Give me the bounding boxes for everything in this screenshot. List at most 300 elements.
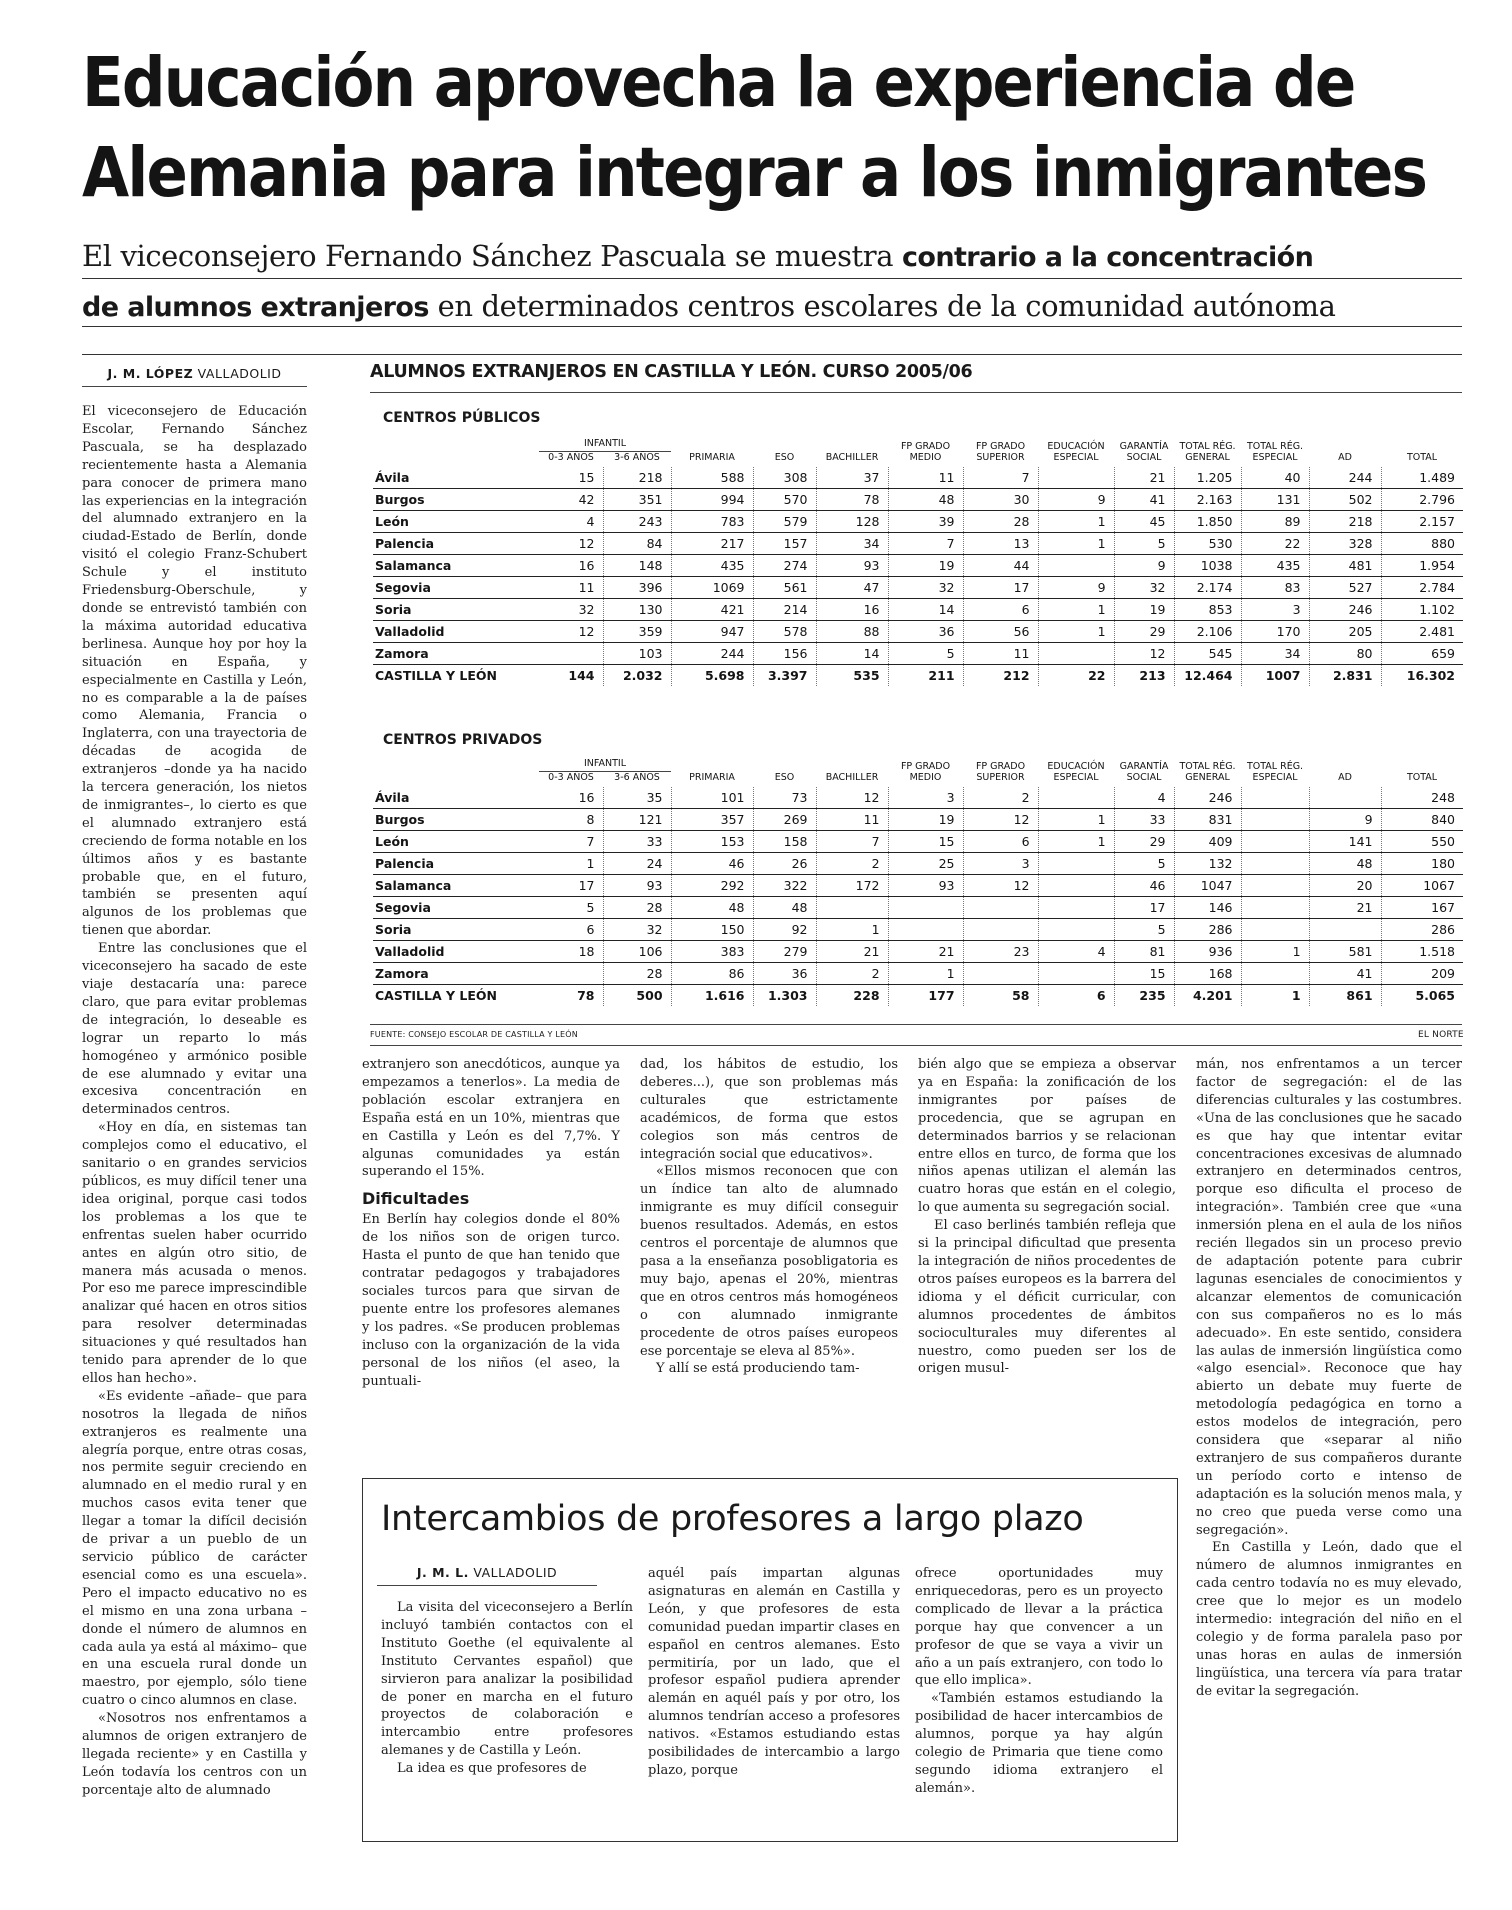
- table-cell: 32: [888, 577, 963, 599]
- table-cell: 12: [1114, 643, 1174, 665]
- table-cell: 17: [1114, 897, 1174, 919]
- table-cell: 33: [603, 831, 671, 853]
- region-name: CASTILLA Y LEÓN: [375, 988, 497, 1003]
- table-cell: 32: [539, 599, 603, 621]
- table-cell: 12: [816, 787, 888, 809]
- table-cell: 12: [539, 533, 603, 555]
- table-cell: 1: [1241, 985, 1309, 1007]
- region-name: Burgos: [373, 809, 539, 831]
- table-cell: 3: [963, 853, 1038, 875]
- table-cell: 1038: [1174, 555, 1241, 577]
- table-cell: 1: [1038, 621, 1114, 643]
- table-cell: 29: [1114, 831, 1174, 853]
- table-cell: 46: [1114, 875, 1174, 897]
- table-row: [373, 897, 1463, 919]
- table-cell: 81: [1114, 941, 1174, 963]
- table-cell: [539, 643, 603, 665]
- table-row: [373, 831, 1463, 853]
- table-cell: 244: [1309, 467, 1381, 489]
- table-cell: 12: [963, 875, 1038, 897]
- table-cell: 502: [1309, 489, 1381, 511]
- table-cell: 41: [1309, 963, 1381, 985]
- table-cell: 359: [603, 621, 671, 643]
- table-cell: 16.302: [1381, 665, 1463, 687]
- table-cell: 22: [1241, 533, 1309, 555]
- table-cell: 2.784: [1381, 577, 1463, 599]
- table-cell: [963, 897, 1038, 919]
- table-cell: 351: [603, 489, 671, 511]
- sidebar-box: [362, 1478, 1178, 1842]
- table-cell: 12: [539, 621, 603, 643]
- subtitle: [82, 232, 1462, 332]
- table-cell: 21: [888, 941, 963, 963]
- table-cell: 157: [753, 533, 816, 555]
- headline-line-2: Alemania para integrar a los inmigrantes: [82, 132, 1427, 214]
- table-cell: 29: [1114, 621, 1174, 643]
- public-centers-label: CENTROS PÚBLICOS: [383, 410, 541, 426]
- table-cell: 32: [1114, 577, 1174, 599]
- table-cell: 93: [888, 875, 963, 897]
- table-cell: 286: [1381, 919, 1463, 941]
- table-cell: 269: [753, 809, 816, 831]
- header-educacion-especial: EDUCACIÓN ESPECIAL: [1047, 441, 1105, 463]
- table-row: [373, 787, 1463, 809]
- header-total-especial: TOTAL RÉG. ESPECIAL: [1246, 441, 1304, 463]
- table-bottom-rule: [370, 1024, 1462, 1025]
- table-cell: 141: [1309, 831, 1381, 853]
- table-cell: 33: [1114, 809, 1174, 831]
- header-educacion-especial: EDUCACIÓN ESPECIAL: [1047, 761, 1105, 783]
- table-cell: 3: [1241, 599, 1309, 621]
- table-cell: 1: [816, 919, 888, 941]
- region-name: Salamanca: [373, 555, 539, 577]
- header-fp-superior: FP GRADO SUPERIOR: [975, 441, 1026, 463]
- table-cell: 8: [539, 809, 603, 831]
- col4-paragraph-2: El caso berlinés también refleja que si la principal dificultad que presenta la integración de niños procedentes de otros países europeos es la barrera del idioma y el déficit curricular, con alumnos procedentes de ámbitos socioculturales muy diferentes al nuestro, como pueden ser los de origen musul-: [918, 1218, 1176, 1377]
- table-cell: 101: [671, 787, 753, 809]
- table-cell: 6: [963, 831, 1038, 853]
- table-cell: 1: [1038, 809, 1114, 831]
- column-4: [918, 1056, 1176, 1378]
- table-cell: 831: [1174, 809, 1241, 831]
- table-cell: 32: [603, 919, 671, 941]
- table-cell: 5: [1114, 533, 1174, 555]
- table-cell: [1038, 875, 1114, 897]
- byline: [82, 366, 307, 381]
- table-cell: 92: [753, 919, 816, 941]
- table-cell: 279: [753, 941, 816, 963]
- table-row: [373, 555, 1463, 577]
- table-cell: 217: [671, 533, 753, 555]
- table-title-rule: [370, 392, 1462, 393]
- table-cell: 21: [1309, 897, 1381, 919]
- table-cell: 435: [671, 555, 753, 577]
- table-cell: 9: [1038, 577, 1114, 599]
- table-cell: 12.464: [1174, 665, 1241, 687]
- table-cell: [1038, 787, 1114, 809]
- table-cell: 4: [1114, 787, 1174, 809]
- subtitle-line2-bold: de alumnos extranjeros: [82, 292, 429, 323]
- table-cell: [1241, 787, 1309, 809]
- table-cell: 880: [1381, 533, 1463, 555]
- table-cell: 153: [671, 831, 753, 853]
- table-cell: 861: [1309, 985, 1381, 1007]
- table-cell: 1.616: [671, 985, 753, 1007]
- col3-paragraph-3: Y allí se está produciendo tam-: [656, 1361, 860, 1377]
- table-row: [373, 599, 1463, 621]
- table-cell: 7: [888, 533, 963, 555]
- table-cell: [1241, 963, 1309, 985]
- table-cell: 7: [539, 831, 603, 853]
- table-cell: 1.518: [1381, 941, 1463, 963]
- table-cell: 9: [1114, 555, 1174, 577]
- sidebar-column-1: [381, 1599, 633, 1778]
- table-cell: 421: [671, 599, 753, 621]
- table-cell: 22: [1038, 665, 1114, 687]
- table-cell: 248: [1381, 787, 1463, 809]
- region-name: Soria: [373, 599, 539, 621]
- table-cell: 88: [816, 621, 888, 643]
- table-cell: [539, 963, 603, 985]
- table-cell: 292: [671, 875, 753, 897]
- sidebar-column-2: [648, 1565, 900, 1780]
- table-source: FUENTE: CONSEJO ESCOLAR DE CASTILLA Y LEÓN: [370, 1030, 578, 1039]
- table-cell: 34: [1241, 643, 1309, 665]
- byline-rule: [82, 386, 307, 387]
- table-cell: 48: [1309, 853, 1381, 875]
- table-cell: [1241, 831, 1309, 853]
- table-cell: 2.796: [1381, 489, 1463, 511]
- header-total-general: TOTAL RÉG. GENERAL: [1179, 441, 1236, 463]
- sidebar-col3-paragraph-2: «También estamos estudiando la posibilidad de hacer intercambios de alumnos, porque ya hay algún colegio de Primaria que tiene como segundo idioma extranjero el alemán».: [915, 1691, 1163, 1796]
- header-eso: ESO: [774, 772, 795, 783]
- header-fp-medio: FP GRADO MEDIO: [900, 761, 951, 783]
- sidebar-column-3: [915, 1565, 1163, 1798]
- table-cell: 246: [1174, 787, 1241, 809]
- table-cell: 156: [753, 643, 816, 665]
- table-cell: 34: [816, 533, 888, 555]
- header-primaria: PRIMARIA: [689, 772, 735, 783]
- table-cell: 2.481: [1381, 621, 1463, 643]
- table-cell: 146: [1174, 897, 1241, 919]
- table-cell: 570: [753, 489, 816, 511]
- table-end-rule: [370, 1045, 1462, 1046]
- table-cell: 9: [1309, 809, 1381, 831]
- left-column: [82, 403, 307, 1800]
- table-cell: [1038, 643, 1114, 665]
- table-cell: 1: [888, 963, 963, 985]
- table-cell: 5: [888, 643, 963, 665]
- region-name: Valladolid: [373, 941, 539, 963]
- header-garantia-social: GARANTÍA SOCIAL: [1119, 441, 1169, 463]
- table-cell: 130: [603, 599, 671, 621]
- header-blank-2: [373, 772, 539, 788]
- table-cell: 24: [603, 853, 671, 875]
- table-cell: 11: [816, 809, 888, 831]
- table-cell: 15: [1114, 963, 1174, 985]
- table-cell: 168: [1174, 963, 1241, 985]
- table-row: [373, 875, 1463, 897]
- left-paragraph-1: El viceconsejero de Educación Escolar, Fernando Sánchez Pascuala, se ha desplazado recientemente hasta a Alemania para conocer de primera mano las experiencias en la integración del alumnado extranjero en la ciudad-Estado de Berlín, donde visitó el colegio Franz-Schubert Schule y el instituto Friedensburg-Oberschule, y donde se entrevistó también con la máxima autoridad educativa berlinesa. Aunque hoy por hoy la situación en España, y especialmente en Castilla y León, no es comparable a la de países como Alemania, Francia o Inglaterra, con una trayectoria de décadas de acogida de extranjeros –donde ya ha nacido la tercera generación, los nietos de inmigrantes–, lo cierto es que el alumnado extranjero está creciendo de forma notable en los últimos años y es bastante probable que, en el futuro, también se presenten aquí algunos de los problemas que tienen que abordar.: [82, 404, 307, 939]
- table-cell: 212: [963, 665, 1038, 687]
- private-centers-label: CENTROS PRIVADOS: [383, 732, 543, 748]
- sidebar-byline-author: J. M. L.: [416, 1565, 469, 1580]
- header-primaria: PRIMARIA: [689, 452, 735, 463]
- table-cell: 41: [1114, 489, 1174, 511]
- table-cell: 2.174: [1174, 577, 1241, 599]
- table-row: [373, 809, 1463, 831]
- table-cell: [1241, 853, 1309, 875]
- table-cell: 243: [603, 511, 671, 533]
- table-cell: 19: [888, 809, 963, 831]
- public-table-wrap: [373, 438, 1463, 686]
- header-total: TOTAL: [1406, 452, 1438, 463]
- sidebar-byline-rule: [377, 1585, 597, 1586]
- table-cell: [1038, 963, 1114, 985]
- table-cell: 578: [753, 621, 816, 643]
- table-cell: 13: [963, 533, 1038, 555]
- subtitle-line1-bold: contrario a la concentración: [901, 242, 1314, 273]
- table-cell: 14: [816, 643, 888, 665]
- table-cell: 561: [753, 577, 816, 599]
- table-cell: 36: [888, 621, 963, 643]
- table-cell: 12: [963, 809, 1038, 831]
- table-cell: [1241, 875, 1309, 897]
- table-cell: 48: [888, 489, 963, 511]
- table-cell: 89: [1241, 511, 1309, 533]
- table-cell: 83: [1241, 577, 1309, 599]
- headline-line-1: Educación aprovecha la experiencia de: [82, 42, 1355, 123]
- table-cell: 213: [1114, 665, 1174, 687]
- table-cell: [1309, 919, 1381, 941]
- subtitle-line2-normal: en determinados centros escolares de la comunidad autónoma: [428, 289, 1336, 323]
- table-cell: 2: [816, 963, 888, 985]
- table-cell: 78: [577, 988, 595, 1003]
- region-name: Segovia: [373, 577, 539, 599]
- table-cell: [1038, 467, 1114, 489]
- header-fp-superior: FP GRADO SUPERIOR: [975, 761, 1026, 783]
- table-cell: 21: [816, 941, 888, 963]
- table-cell: 4: [539, 511, 603, 533]
- table-cell: 58: [963, 985, 1038, 1007]
- header-3-6: 3-6 AÑOS: [614, 772, 660, 783]
- table-cell: 588: [671, 467, 753, 489]
- table-cell: 1.489: [1381, 467, 1463, 489]
- table-cell: 28: [963, 511, 1038, 533]
- private-table-wrap: [373, 758, 1463, 1006]
- table-cell: 170: [1241, 621, 1309, 643]
- table-row: [373, 511, 1463, 533]
- table-cell: [1241, 919, 1309, 941]
- table-row: [373, 489, 1463, 511]
- table-cell: 853: [1174, 599, 1241, 621]
- private-table: [373, 758, 1463, 1006]
- header-ad: AD: [1338, 772, 1352, 783]
- table-cell: 1.850: [1174, 511, 1241, 533]
- table-cell: 5.698: [671, 665, 753, 687]
- header-blank-2: [373, 452, 539, 468]
- table-cell: 205: [1309, 621, 1381, 643]
- table-cell: 16: [816, 599, 888, 621]
- table-cell: 1: [1038, 511, 1114, 533]
- table-cell: 5.065: [1381, 985, 1463, 1007]
- headline: [82, 38, 1462, 219]
- table-cell: 9: [1038, 489, 1114, 511]
- col4-paragraph-1: bién algo que se empieza a observar ya en España: la zonificación de los inmigrantes por países de procedencia, que se agrupan en determinados barrios y se relacionan entre ellos en turco, de forma que los niños apenas utilizan el alemán las cuatro horas que están en el colegio, lo que aumenta su segregación social.: [918, 1057, 1176, 1216]
- region-name: Palencia: [373, 853, 539, 875]
- table-cell: 2: [963, 787, 1038, 809]
- table-cell: [1038, 853, 1114, 875]
- table-cell: 6: [963, 599, 1038, 621]
- table-cell: 214: [753, 599, 816, 621]
- table-cell: 128: [816, 511, 888, 533]
- region-name: Soria: [373, 919, 539, 941]
- byline-author: J. M. LÓPEZ: [107, 366, 194, 381]
- table-cell: 46: [671, 853, 753, 875]
- table-cell: 158: [753, 831, 816, 853]
- table-cell: 17: [963, 577, 1038, 599]
- table-credit: EL NORTE: [1418, 1030, 1464, 1040]
- table-cell: 132: [1174, 853, 1241, 875]
- table-cell: 40: [1241, 467, 1309, 489]
- left-paragraph-3: «Hoy en día, en sistemas tan complejos como el educativo, el sanitario o en grandes servicios públicos, es muy difícil tener una idea original, porque casi todos los problemas a los que te enfrentas suelen haber ocurrido antes en algún otro sitio, de manera más acusada o menos. Por eso me parece imprescindible analizar qué hacen en otros sitios para resolver determinadas situaciones y qué resultados han tenido para aprender de lo que ellos han hecho».: [82, 1120, 307, 1386]
- table-cell: 5: [539, 897, 603, 919]
- table-cell: 56: [963, 621, 1038, 643]
- region-name: Zamora: [373, 963, 539, 985]
- right-column: [1196, 1056, 1462, 1701]
- table-cell: 2.032: [603, 665, 671, 687]
- table-row: [373, 919, 1463, 941]
- byline-place: VALLADOLID: [193, 366, 282, 381]
- header-total-especial: TOTAL RÉG. ESPECIAL: [1246, 761, 1304, 783]
- table-cell: 16: [539, 555, 603, 577]
- table-cell: 11: [888, 467, 963, 489]
- table-cell: 148: [603, 555, 671, 577]
- table-cell: 144: [568, 668, 595, 683]
- table-cell: 1: [1241, 941, 1309, 963]
- table-row: [373, 941, 1463, 963]
- table-cell: 246: [1309, 599, 1381, 621]
- top-rule: [82, 354, 1462, 355]
- table-cell: 947: [671, 621, 753, 643]
- sidebar-byline: [377, 1565, 597, 1580]
- table-cell: 530: [1174, 533, 1241, 555]
- sidebar-title: Intercambios de profesores a largo plazo: [381, 1499, 1084, 1539]
- table-cell: 2.106: [1174, 621, 1241, 643]
- header-total: TOTAL: [1406, 772, 1438, 783]
- table-cell: [1038, 897, 1114, 919]
- header-ad: AD: [1338, 452, 1352, 463]
- table-cell: 17: [539, 875, 603, 897]
- table-total-row: [373, 665, 1463, 687]
- table-cell: 35: [603, 787, 671, 809]
- table-cell: 36: [753, 963, 816, 985]
- table-cell: 1067: [1381, 875, 1463, 897]
- table-cell: 25: [888, 853, 963, 875]
- table-cell: 19: [1114, 599, 1174, 621]
- table-cell: 328: [1309, 533, 1381, 555]
- table-cell: 500: [603, 985, 671, 1007]
- table-cell: 15: [539, 467, 603, 489]
- table-cell: 180: [1381, 853, 1463, 875]
- table-cell: 45: [1114, 511, 1174, 533]
- table-cell: 18: [539, 941, 603, 963]
- table-cell: 172: [816, 875, 888, 897]
- region-name: Zamora: [373, 643, 539, 665]
- table-cell: 218: [1309, 511, 1381, 533]
- table-cell: 2.831: [1309, 665, 1381, 687]
- table-cell: 37: [816, 467, 888, 489]
- header-bachiller: BACHILLER: [825, 772, 879, 783]
- table-cell: 1: [1038, 533, 1114, 555]
- table-cell: 244: [671, 643, 753, 665]
- dificultades-heading: Dificultades: [362, 1189, 470, 1209]
- table-cell: 383: [671, 941, 753, 963]
- table-cell: 527: [1309, 577, 1381, 599]
- table-cell: 659: [1381, 643, 1463, 665]
- table-cell: 994: [671, 489, 753, 511]
- table-cell: 228: [816, 985, 888, 1007]
- col3-paragraph-2: «Ellos mismos reconocen que con un índice tan alto de alumnado inmigrante es muy difícil conseguir buenos resultados. Además, en estos centros el porcentaje de alumnos que pasa a la enseñanza posobligatoria es muy bajo, apenas el 20%, mientras que en otros centros más homogéneos o con alumnado inmigrante procedente de otros países europeos ese porcentaje se eleva al 85%».: [640, 1164, 898, 1359]
- table-cell: 581: [1309, 941, 1381, 963]
- region-name: Ávila: [373, 787, 539, 809]
- table-cell: 435: [1241, 555, 1309, 577]
- header-fp-medio: FP GRADO MEDIO: [900, 441, 951, 463]
- table-cell: 28: [603, 963, 671, 985]
- header-eso: ESO: [774, 452, 795, 463]
- table-cell: 150: [671, 919, 753, 941]
- table-cell: 396: [603, 577, 671, 599]
- subtitle-rule-2: [82, 326, 1462, 327]
- table-cell: 4.201: [1174, 985, 1241, 1007]
- public-table: [373, 438, 1463, 686]
- header-3-6: 3-6 AÑOS: [614, 452, 660, 463]
- region-name: Salamanca: [373, 875, 539, 897]
- table-cell: [1241, 809, 1309, 831]
- region-name: Palencia: [373, 533, 539, 555]
- table-cell: 121: [603, 809, 671, 831]
- table-cell: 1: [1038, 831, 1114, 853]
- region-name: León: [373, 511, 539, 533]
- header-total-general: TOTAL RÉG. GENERAL: [1179, 761, 1236, 783]
- table-cell: 15: [888, 831, 963, 853]
- sidebar-col1-paragraph-2: La idea es que profesores de: [397, 1761, 587, 1777]
- table-cell: 23: [963, 941, 1038, 963]
- table-cell: 7: [963, 467, 1038, 489]
- table-cell: 48: [753, 897, 816, 919]
- table-cell: 1.102: [1381, 599, 1463, 621]
- table-cell: 3.397: [753, 665, 816, 687]
- table-cell: 106: [603, 941, 671, 963]
- table-cell: 286: [1174, 919, 1241, 941]
- table-cell: 5: [1114, 853, 1174, 875]
- table-cell: 1047: [1174, 875, 1241, 897]
- table-cell: 86: [671, 963, 753, 985]
- table-row: [373, 533, 1463, 555]
- right-paragraph-2: En Castilla y León, dado que el número de alumnos inmigrantes en cada centro todavía no es muy elevado, cree que lo mejor es un modelo intermedio: integración del niño en el colegio y de forma paralela paso por unas horas en aulas de inmersión lingüística, una tercera vía para tratar de evitar la segregación.: [1196, 1540, 1462, 1699]
- table-total-row: [373, 985, 1463, 1007]
- table-cell: 1007: [1241, 665, 1309, 687]
- table-row: [373, 621, 1463, 643]
- table-cell: 30: [963, 489, 1038, 511]
- table-cell: 1: [1038, 599, 1114, 621]
- table-cell: 6: [1038, 985, 1114, 1007]
- table-cell: [963, 919, 1038, 941]
- sidebar-col1-paragraph-1: La visita del viceconsejero a Berlín incluyó también contactos con el Instituto Goethe (el equivalente al Instituto Cervantes español) que sirvieron para analizar la posibilidad de poner en marcha en el futuro proyectos de colaboración e intercambio entre profesores alemanes y de Castilla y León.: [381, 1600, 633, 1759]
- table-row: [373, 643, 1463, 665]
- table-cell: 535: [816, 665, 888, 687]
- table-cell: 211: [888, 665, 963, 687]
